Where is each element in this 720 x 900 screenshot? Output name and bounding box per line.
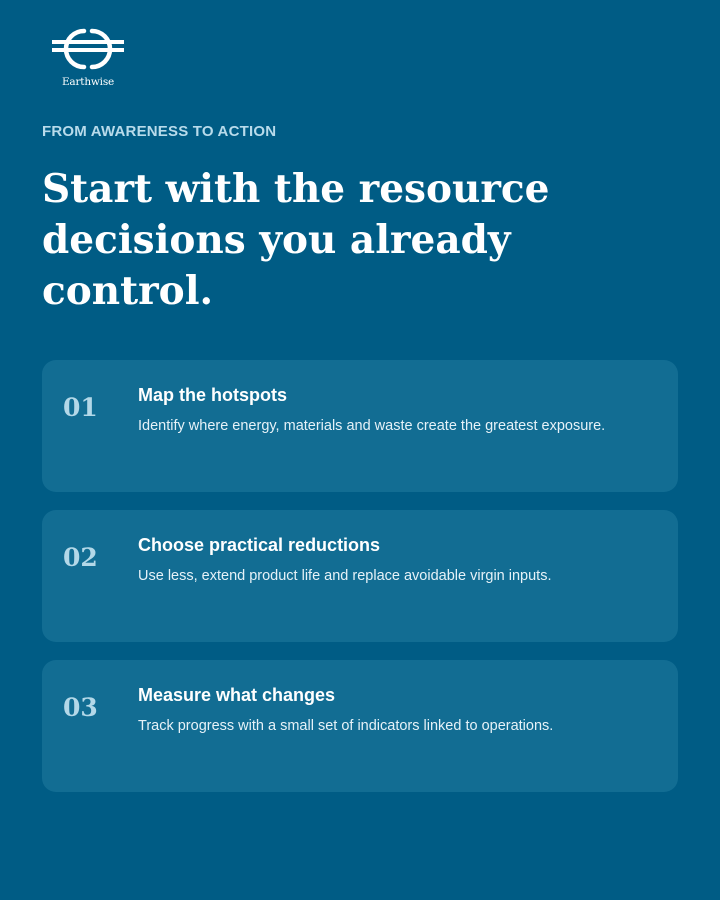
step-description: Identify where energy, materials and waste create the greatest exposure.	[138, 418, 606, 434]
step-description: Use less, extend product life and replace avoidable virgin inputs.	[138, 568, 552, 584]
step-card-3	[42, 660, 678, 792]
step-title: Choose practical reductions	[138, 535, 381, 555]
eyebrow-label: FROM AWARENESS TO ACTION	[42, 123, 277, 140]
step-number: 03	[63, 693, 98, 722]
step-description: Track progress with a small set of indicators linked to operations.	[138, 718, 554, 734]
brand-logo	[50, 26, 126, 92]
step-title: Measure what changes	[138, 685, 336, 705]
step-title: Map the hotspots	[138, 385, 287, 405]
step-number: 01	[63, 393, 98, 422]
page-title: Start with the resource decisions you already control.	[42, 166, 550, 314]
step-card-1	[42, 360, 678, 492]
earthwise-logo-icon	[50, 26, 126, 72]
step-card-2	[42, 510, 678, 642]
brand-name: Earthwise	[61, 76, 115, 88]
step-number: 02	[63, 543, 98, 572]
